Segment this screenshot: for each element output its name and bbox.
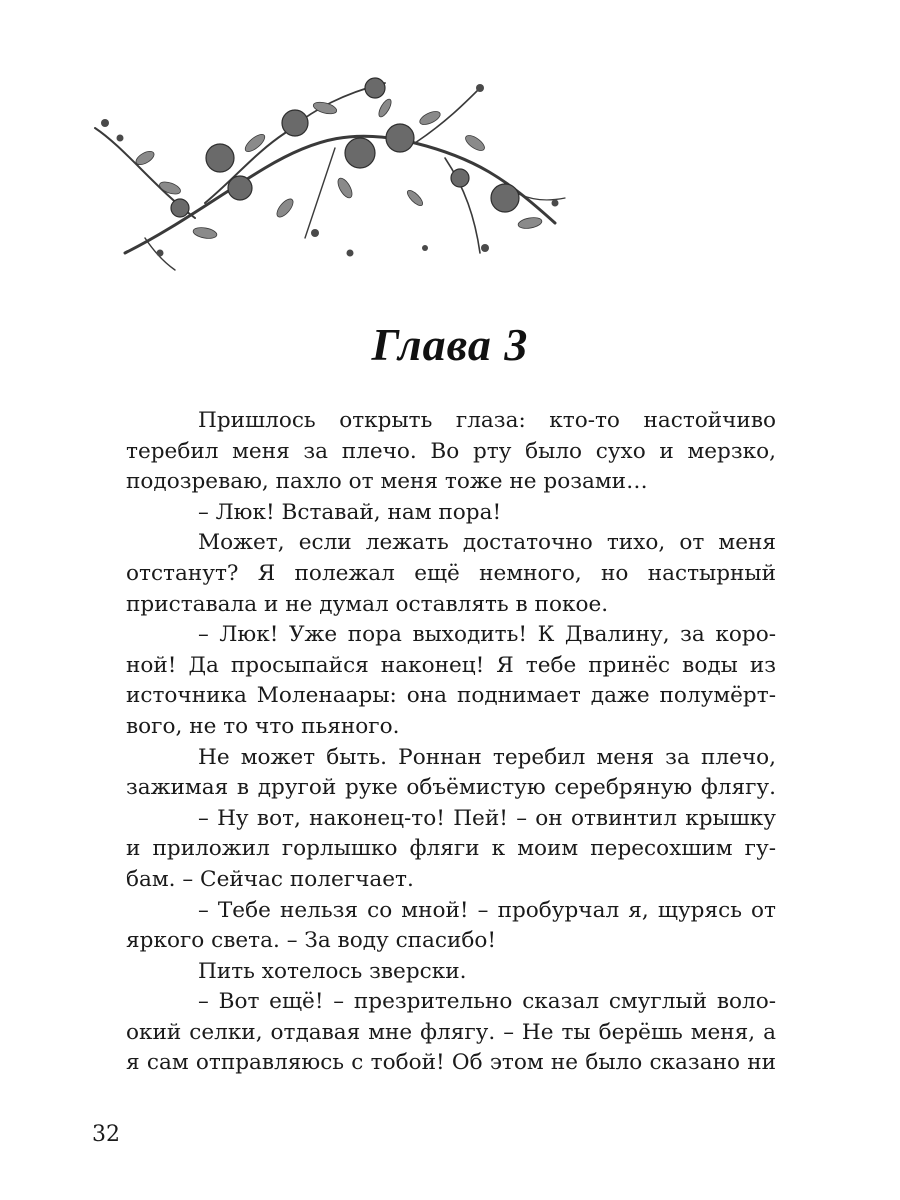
text-line: бам. – Сейчас полегчает. (126, 866, 414, 892)
text-line: Пить хотелось зверски. (198, 958, 467, 984)
text-line: отстанут? Я полежал ещё немного, но настырный (126, 560, 776, 586)
text-line: Не может быть. Роннан теребил меня за плечо, (198, 744, 776, 770)
text-line: яркого света. – За воду спасибо! (126, 928, 497, 954)
page-text (126, 406, 776, 1079)
text-line: зажимая в другой руке объёмистую серебряную флягу. (126, 775, 776, 801)
text-line: – Люк! Уже пора выходить! К Двалину, за коро- (198, 622, 776, 648)
text-line: – Люк! Вставай, нам пора! (198, 499, 502, 525)
text-line: – Тебе нельзя со мной! – пробурчал я, щурясь от (198, 897, 776, 923)
text-line: – Вот ещё! – презрительно сказал смуглый воло- (198, 989, 776, 1015)
text-line: ной! Да просыпайся наконец! Я тебе принёс воды из (126, 652, 776, 678)
text-line: я сам отправляюсь с тобой! Об этом не было сказано ни (126, 1050, 776, 1076)
text-line: Может, если лежать достаточно тихо, от меня (198, 530, 776, 556)
text-line: окий селки, отдавая мне флягу. – Не ты берёшь меня, а (126, 1019, 776, 1045)
text-line: приставала и не думал оставлять в покое. (126, 591, 609, 617)
rose-branch-ornament (85, 48, 575, 278)
chapter-title: Глава 3 (371, 319, 529, 370)
page-number: 32 (92, 1122, 120, 1147)
text-line: подозреваю, пахло от меня тоже не розами… (126, 469, 648, 495)
text-line: источника Моленаары: она поднимает даже полумёрт- (126, 683, 776, 709)
text-line: – Ну вот, наконец-то! Пей! – он отвинтил крышку (198, 805, 776, 831)
text-line: и приложил горлышко фляги к моим пересохшим гу- (126, 836, 776, 862)
text-line: теребил меня за плечо. Во рту было сухо и мерзко, (126, 438, 776, 464)
text-line: вого, не то что пьяного. (126, 713, 400, 739)
text-line: Пришлось открыть глаза: кто-то настойчиво (198, 408, 776, 433)
